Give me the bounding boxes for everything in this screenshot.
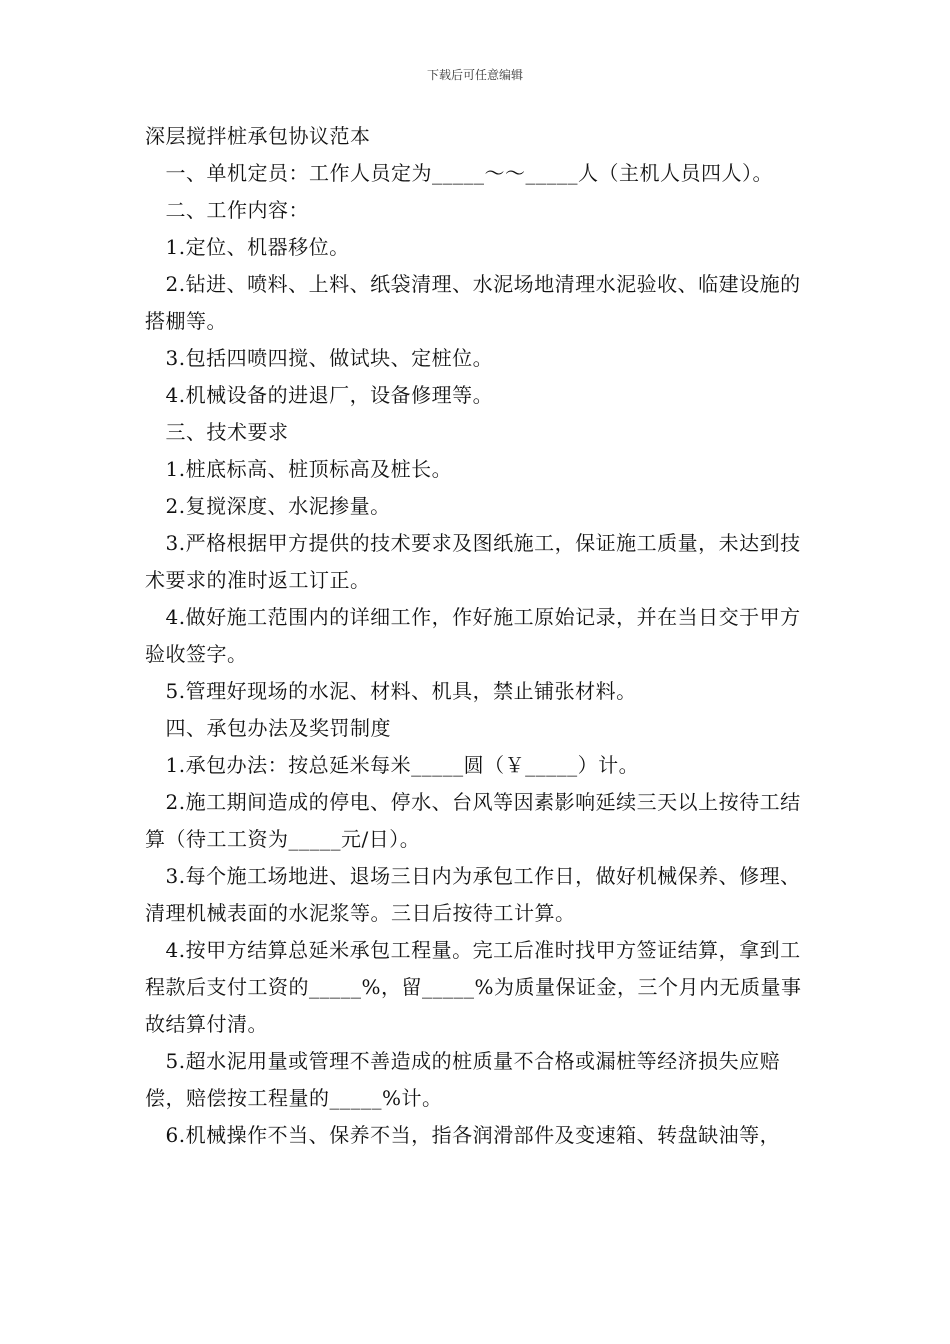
page-header: 下载后可任意编辑 [426, 68, 523, 82]
document-body [145, 118, 815, 1154]
paragraph: 3.每个施工场地进、退场三日内为承包工作日，做好机械保养、修理、清理机械表面的水泥浆等。三日后按待工计算。 [145, 864, 801, 925]
paragraph: 6.机械操作不当、保养不当，指各润滑部件及变速箱、转盘缺油等， [145, 1123, 781, 1147]
paragraph: 2.复搅深度、水泥掺量。 [145, 494, 391, 518]
paragraph: 4.按甲方结算总延米承包工程量。完工后准时找甲方签证结算，拿到工程款后支付工资的_____%，留_____%为质量保证金，三个月内无质量事故结算付清。 [145, 938, 802, 1036]
section-heading: 三、技术要求 [145, 420, 289, 444]
paragraph: 2.钻进、喷料、上料、纸袋清理、水泥场地清理水泥验收、临建设施的搭棚等。 [145, 272, 801, 333]
section-heading: 四、承包办法及奖罚制度 [145, 716, 391, 740]
paragraph: 4.做好施工范围内的详细工作，作好施工原始记录，并在当日交于甲方验收签字。 [145, 605, 801, 666]
paragraph: 1.定位、机器移位。 [145, 235, 350, 259]
paragraph: 一、单机定员：工作人员定为_____～～_____人（主机人员四人）。 [145, 161, 773, 185]
paragraph: 4.机械设备的进退厂，设备修理等。 [145, 383, 494, 407]
section-heading: 二、工作内容： [145, 198, 309, 222]
paragraph: 2.施工期间造成的停电、停水、台风等因素影响延续三天以上按待工结算（待工工资为_____元/日）。 [145, 790, 801, 851]
document-title: 深层搅拌桩承包协议范本 [145, 124, 371, 148]
paragraph: 5.超水泥用量或管理不善造成的桩质量不合格或漏桩等经济损失应赔偿，赔偿按工程量的_____%计。 [145, 1049, 781, 1110]
paragraph: 3.严格根据甲方提供的技术要求及图纸施工，保证施工质量，未达到技术要求的准时返工订正。 [145, 531, 801, 592]
paragraph: 3.包括四喷四搅、做试块、定桩位。 [145, 346, 494, 370]
paragraph: 1.桩底标高、桩顶标高及桩长。 [145, 457, 453, 481]
paragraph: 5.管理好现场的水泥、材料、机具，禁止铺张材料。 [145, 679, 637, 703]
paragraph: 1.承包办法：按总延米每米_____圆（￥_____）计。 [145, 753, 640, 777]
